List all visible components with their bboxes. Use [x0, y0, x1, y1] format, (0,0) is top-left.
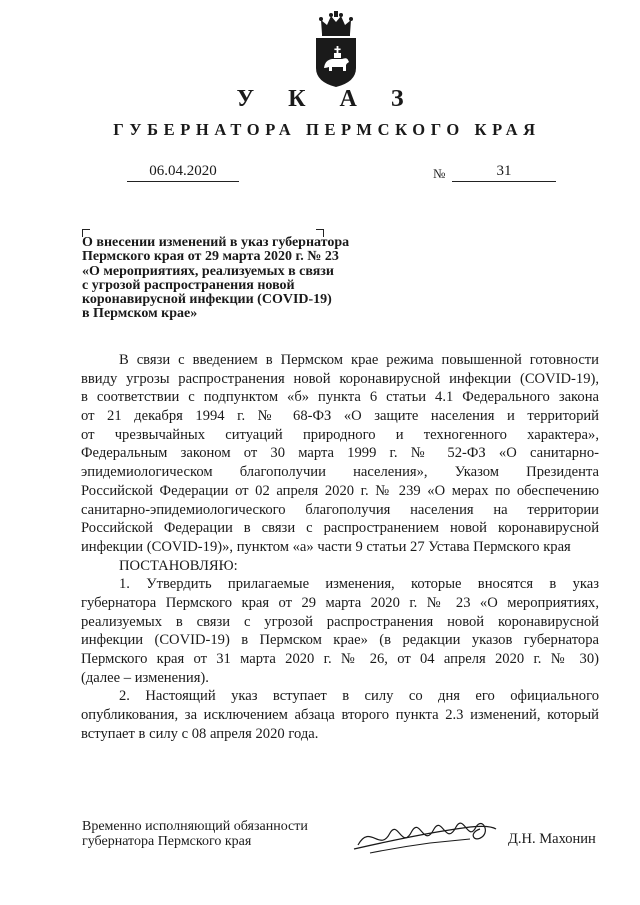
body-line: 1. Утвердить прилагаемые изменения, которые вносятся в указ — [119, 576, 599, 593]
decree-word: ПОСТАНОВЛЯЮ: — [119, 557, 238, 574]
signatory-position — [82, 819, 308, 849]
position-line-2: губернатора Пермского края — [82, 834, 252, 849]
body-line: от 21 декабря 1994 г. № 68-ФЗ «О защите населения и территорий — [81, 408, 599, 425]
decree-body — [81, 351, 599, 744]
heading-line: коронавирусной инфекции (COVID-19) — [82, 292, 332, 308]
body-line: эпидемиологическом благополучии населения», Указом Президента — [81, 464, 599, 481]
body-line: вступает в силу с 08 апреля 2020 года. — [81, 725, 319, 742]
body-line: (далее – изменения). — [81, 669, 209, 686]
coat-of-arms-icon — [313, 10, 359, 88]
heading-line: «О мероприятиях, реализуемых в связи — [82, 263, 334, 279]
body-line: от чрезвычайных ситуаций природного и техногенного характера», — [81, 426, 599, 443]
body-line: Федеральным законом от 30 марта 1999 г. № 52-ФЗ «О санитарно- — [81, 445, 599, 462]
body-line: опубликования, за исключением абзаца второго пункта 2.3 изменений, который — [81, 707, 599, 724]
number-label: № — [433, 166, 446, 181]
item-2 — [81, 687, 599, 743]
position-line-1: Временно исполняющий обязанности — [82, 819, 308, 834]
document-subtitle: ГУБЕРНАТОРА ПЕРМСКОГО КРАЯ — [113, 120, 541, 139]
heading-line: в Пермском крае» — [82, 306, 198, 322]
body-line: Пермского края от 31 марта 2020 г. № 26, от 04 апреля 2020 г. № 30) — [81, 651, 599, 668]
body-line: Российской Федерации от 02 апреля 2020 г. № 239 «О мерах по обеспечению — [81, 482, 599, 499]
intro-paragraph — [81, 351, 599, 557]
signatory-name: Д.Н. Махонин — [508, 831, 596, 847]
body-line: ввиду угрозы распространения новой коронавирусной инфекции (COVID-19), — [81, 370, 599, 387]
body-line: губернатора Пермского края от 29 марта 2020 г. № 23 «О мероприятиях, — [81, 594, 599, 611]
body-line: Российской Федерации в связи с распространением новой коронавирусной — [81, 520, 599, 537]
heading-line: О внесении изменений в указ губернатора — [82, 235, 350, 250]
body-line: В связи с введением в Пермском крае режима повышенной готовности — [119, 352, 599, 368]
document-title: У К А З — [236, 86, 418, 112]
body-line: реализуемых в связи с угрозой распространения новой коронавирусной — [81, 613, 599, 630]
body-line: 2. Настоящий указ вступает в силу со дня его официального — [119, 688, 599, 705]
heading-line: с угрозой распространения новой — [82, 277, 295, 293]
handwritten-signature — [350, 813, 500, 863]
body-line: санитарно-эпидемиологического благополучия населения на территории — [81, 501, 599, 518]
heading-line: Пермского края от 29 марта 2020 г. № 23 — [82, 249, 339, 265]
item-1 — [81, 575, 599, 687]
body-line: в соответствии с подпунктом «б» пункта 6 статьи 4.1 Федерального закона — [81, 389, 599, 406]
decree-number: 31 — [452, 163, 556, 182]
decree-date: 06.04.2020 — [127, 163, 239, 182]
body-line: инфекции (COVID-19) в Пермском крае» (в редакции указов губернатора — [81, 632, 599, 649]
body-line: инфекции (COVID-19)», пунктом «а» части 9 статьи 27 Устава Пермского края — [81, 538, 571, 555]
decree-heading — [82, 236, 382, 322]
